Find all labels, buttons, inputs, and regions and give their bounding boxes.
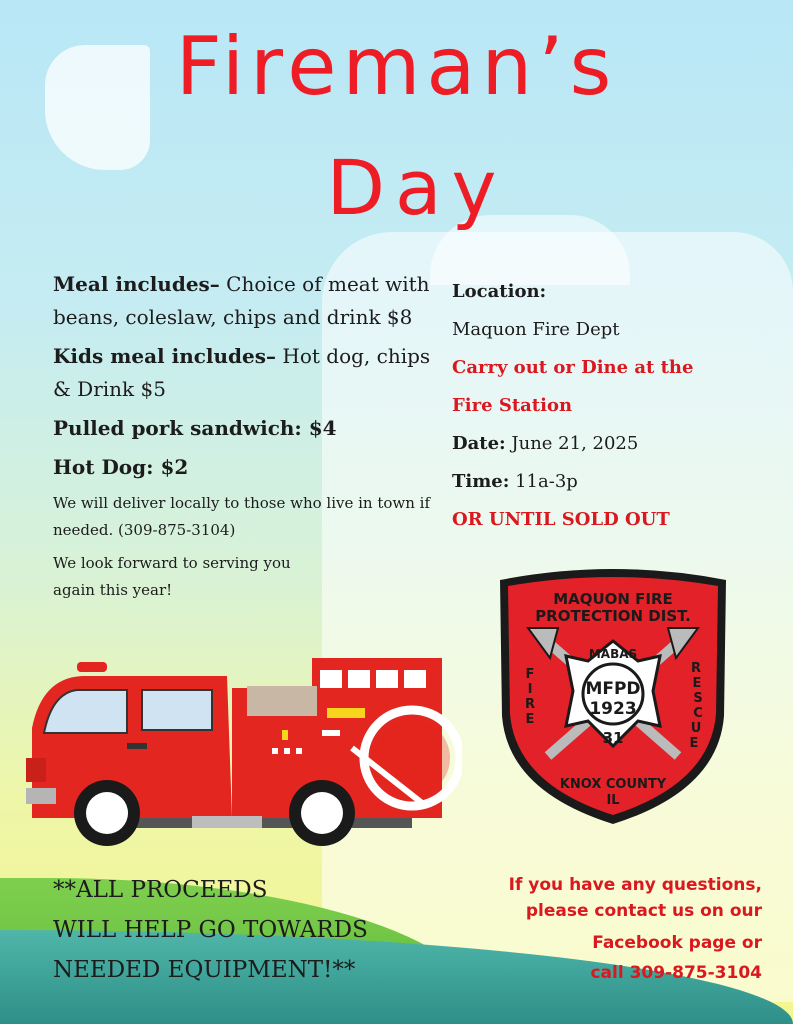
sold-out-note: OR UNTIL SOLD OUT [452, 509, 670, 530]
pulled-pork-label: Pulled pork sandwich: $4 [53, 416, 337, 440]
pulled-pork-item [53, 412, 433, 445]
badge-line-1: MAQUON FIRE [553, 590, 673, 608]
fire-truck-illustration [22, 658, 462, 848]
menu-section [53, 268, 433, 610]
location-value: Maquon Fire Dept [452, 319, 620, 340]
svg-text:U: U [690, 721, 702, 736]
meal-label: Meal includes– [53, 272, 220, 296]
meal-text: Choice of meat with beans, coleslaw, chips and drink $8 [53, 272, 430, 329]
badge-number: 31 [602, 729, 624, 747]
kids-meal-item [53, 340, 433, 406]
carry-out-line-2: Fire Station [452, 395, 573, 416]
badge-left-word [525, 667, 535, 727]
contact-line-3: Facebook page or [592, 933, 762, 953]
contact-note [450, 872, 762, 986]
badge-mabas: MABAS [588, 647, 638, 661]
time-label: Time: [452, 471, 510, 492]
badge-mfpd: MFPD [585, 679, 641, 699]
kids-meal-label: Kids meal includes– [53, 344, 277, 368]
badge-year: 1923 [589, 699, 637, 719]
proceeds-line-1: **ALL PROCEEDS [53, 877, 268, 903]
proceeds-line-3: NEEDED EQUIPMENT!** [53, 957, 356, 983]
kids-meal-text: Hot dog, chips & Drink $5 [53, 344, 431, 401]
badge-line-2: PROTECTION DIST. [535, 607, 691, 625]
date-value: June 21, 2025 [505, 433, 639, 454]
proceeds-note [53, 870, 453, 990]
svg-text:F: F [525, 667, 535, 682]
hot-dog-label: Hot Dog: $2 [53, 455, 189, 479]
svg-text:E: E [689, 736, 699, 751]
contact-line-4: call 309-875-3104 [590, 963, 762, 983]
contact-line-2: please contact us on our [525, 901, 762, 921]
time-line [452, 463, 772, 501]
event-info [452, 273, 772, 539]
svg-text:E: E [525, 712, 535, 727]
hot-dog-item [53, 451, 433, 484]
location-label: Location: [452, 281, 547, 302]
title-line-2: Day [326, 143, 507, 232]
badge-county: KNOX COUNTY [559, 777, 667, 792]
svg-text:R: R [524, 697, 536, 712]
delivery-note: We will deliver locally to those who live in town if needed. (309-875-3104) [53, 494, 431, 539]
svg-text:R: R [690, 661, 702, 676]
svg-text:I: I [527, 682, 533, 697]
contact-line-1: If you have any questions, [508, 875, 762, 895]
time-value: 11a-3p [509, 471, 578, 492]
svg-text:C: C [693, 706, 703, 721]
badge-state: IL [606, 793, 620, 808]
svg-text:E: E [692, 676, 702, 691]
meal-item [53, 268, 433, 334]
date-label: Date: [452, 433, 506, 454]
fire-department-badge [488, 566, 738, 828]
carry-out-line-1: Carry out or Dine at the [452, 357, 694, 378]
title-line-1: Fireman’s [175, 20, 618, 113]
date-line [452, 425, 772, 463]
svg-text:S: S [693, 691, 703, 706]
proceeds-line-2: WILL HELP GO TOWARDS [53, 917, 368, 943]
forward-note: We look forward to serving you again this year! [53, 554, 291, 599]
